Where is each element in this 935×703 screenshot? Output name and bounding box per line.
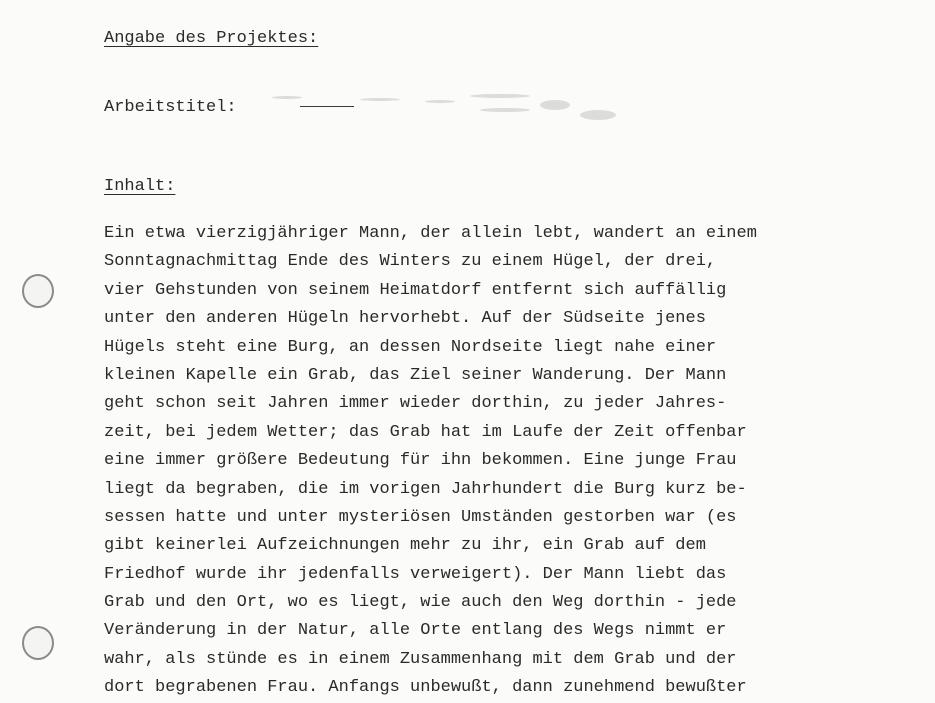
punch-hole: [22, 274, 54, 308]
content-line: vier Gehstunden von seinem Heimatdorf entfernt sich auffällig: [104, 280, 727, 300]
redacted-title-line: [300, 106, 354, 107]
content-heading: Inhalt:: [104, 177, 176, 196]
content-line: Veränderung in der Natur, alle Orte entlang des Wegs nimmt er: [104, 621, 727, 641]
content-line: unter den anderen Hügeln hervorhebt. Auf der Südseite jenes: [104, 309, 706, 329]
content-line: eine immer größere Bedeutung für ihn bekommen. Eine junge Frau: [104, 451, 737, 471]
content-line: wahr, als stünde es in einem Zusammenhang mit dem Grab und der: [104, 649, 737, 669]
working-title-label: Arbeitstitel:: [104, 98, 237, 117]
content-body: [104, 220, 924, 703]
content-line: Friedhof wurde ihr jedenfalls verweigert). Der Mann liebt das: [104, 564, 727, 584]
punch-hole: [22, 626, 54, 660]
content-line: sessen hatte und unter mysteriösen Umständen gestorben war (es: [104, 507, 737, 527]
content-line: kleinen Kapelle ein Grab, das Ziel seiner Wanderung. Der Mann: [104, 365, 727, 385]
content-line: geht schon seit Jahren immer wieder dorthin, zu jeder Jahres-: [104, 394, 727, 414]
content-line: Hügels steht eine Burg, an dessen Nordseite liegt nahe einer: [104, 337, 717, 357]
faded-mark: [540, 100, 570, 110]
project-heading: Angabe des Projektes:: [104, 29, 319, 48]
content-line: Sonntagnachmittag Ende des Winters zu einem Hügel, der drei,: [104, 252, 717, 272]
content-line: liegt da begraben, die im vorigen Jahrhundert die Burg kurz be-: [104, 479, 747, 499]
faded-mark: [480, 108, 530, 112]
content-line: gibt keinerlei Aufzeichnungen mehr zu ihr, ein Grab auf dem: [104, 536, 706, 556]
faded-mark: [425, 100, 455, 103]
content-line: Grab und den Ort, wo es liegt, wie auch den Weg dorthin - jede: [104, 593, 737, 613]
content-line: zeit, bei jedem Wetter; das Grab hat im Laufe der Zeit offenbar: [104, 422, 747, 442]
content-line: dort begrabenen Frau. Anfangs unbewußt, dann zunehmend bewußter: [104, 678, 747, 698]
faded-mark: [272, 96, 302, 99]
content-line: Ein etwa vierzigjähriger Mann, der allein lebt, wandert an einem: [104, 224, 757, 243]
faded-mark: [580, 110, 616, 120]
faded-mark: [360, 98, 400, 101]
faded-mark: [470, 94, 530, 98]
